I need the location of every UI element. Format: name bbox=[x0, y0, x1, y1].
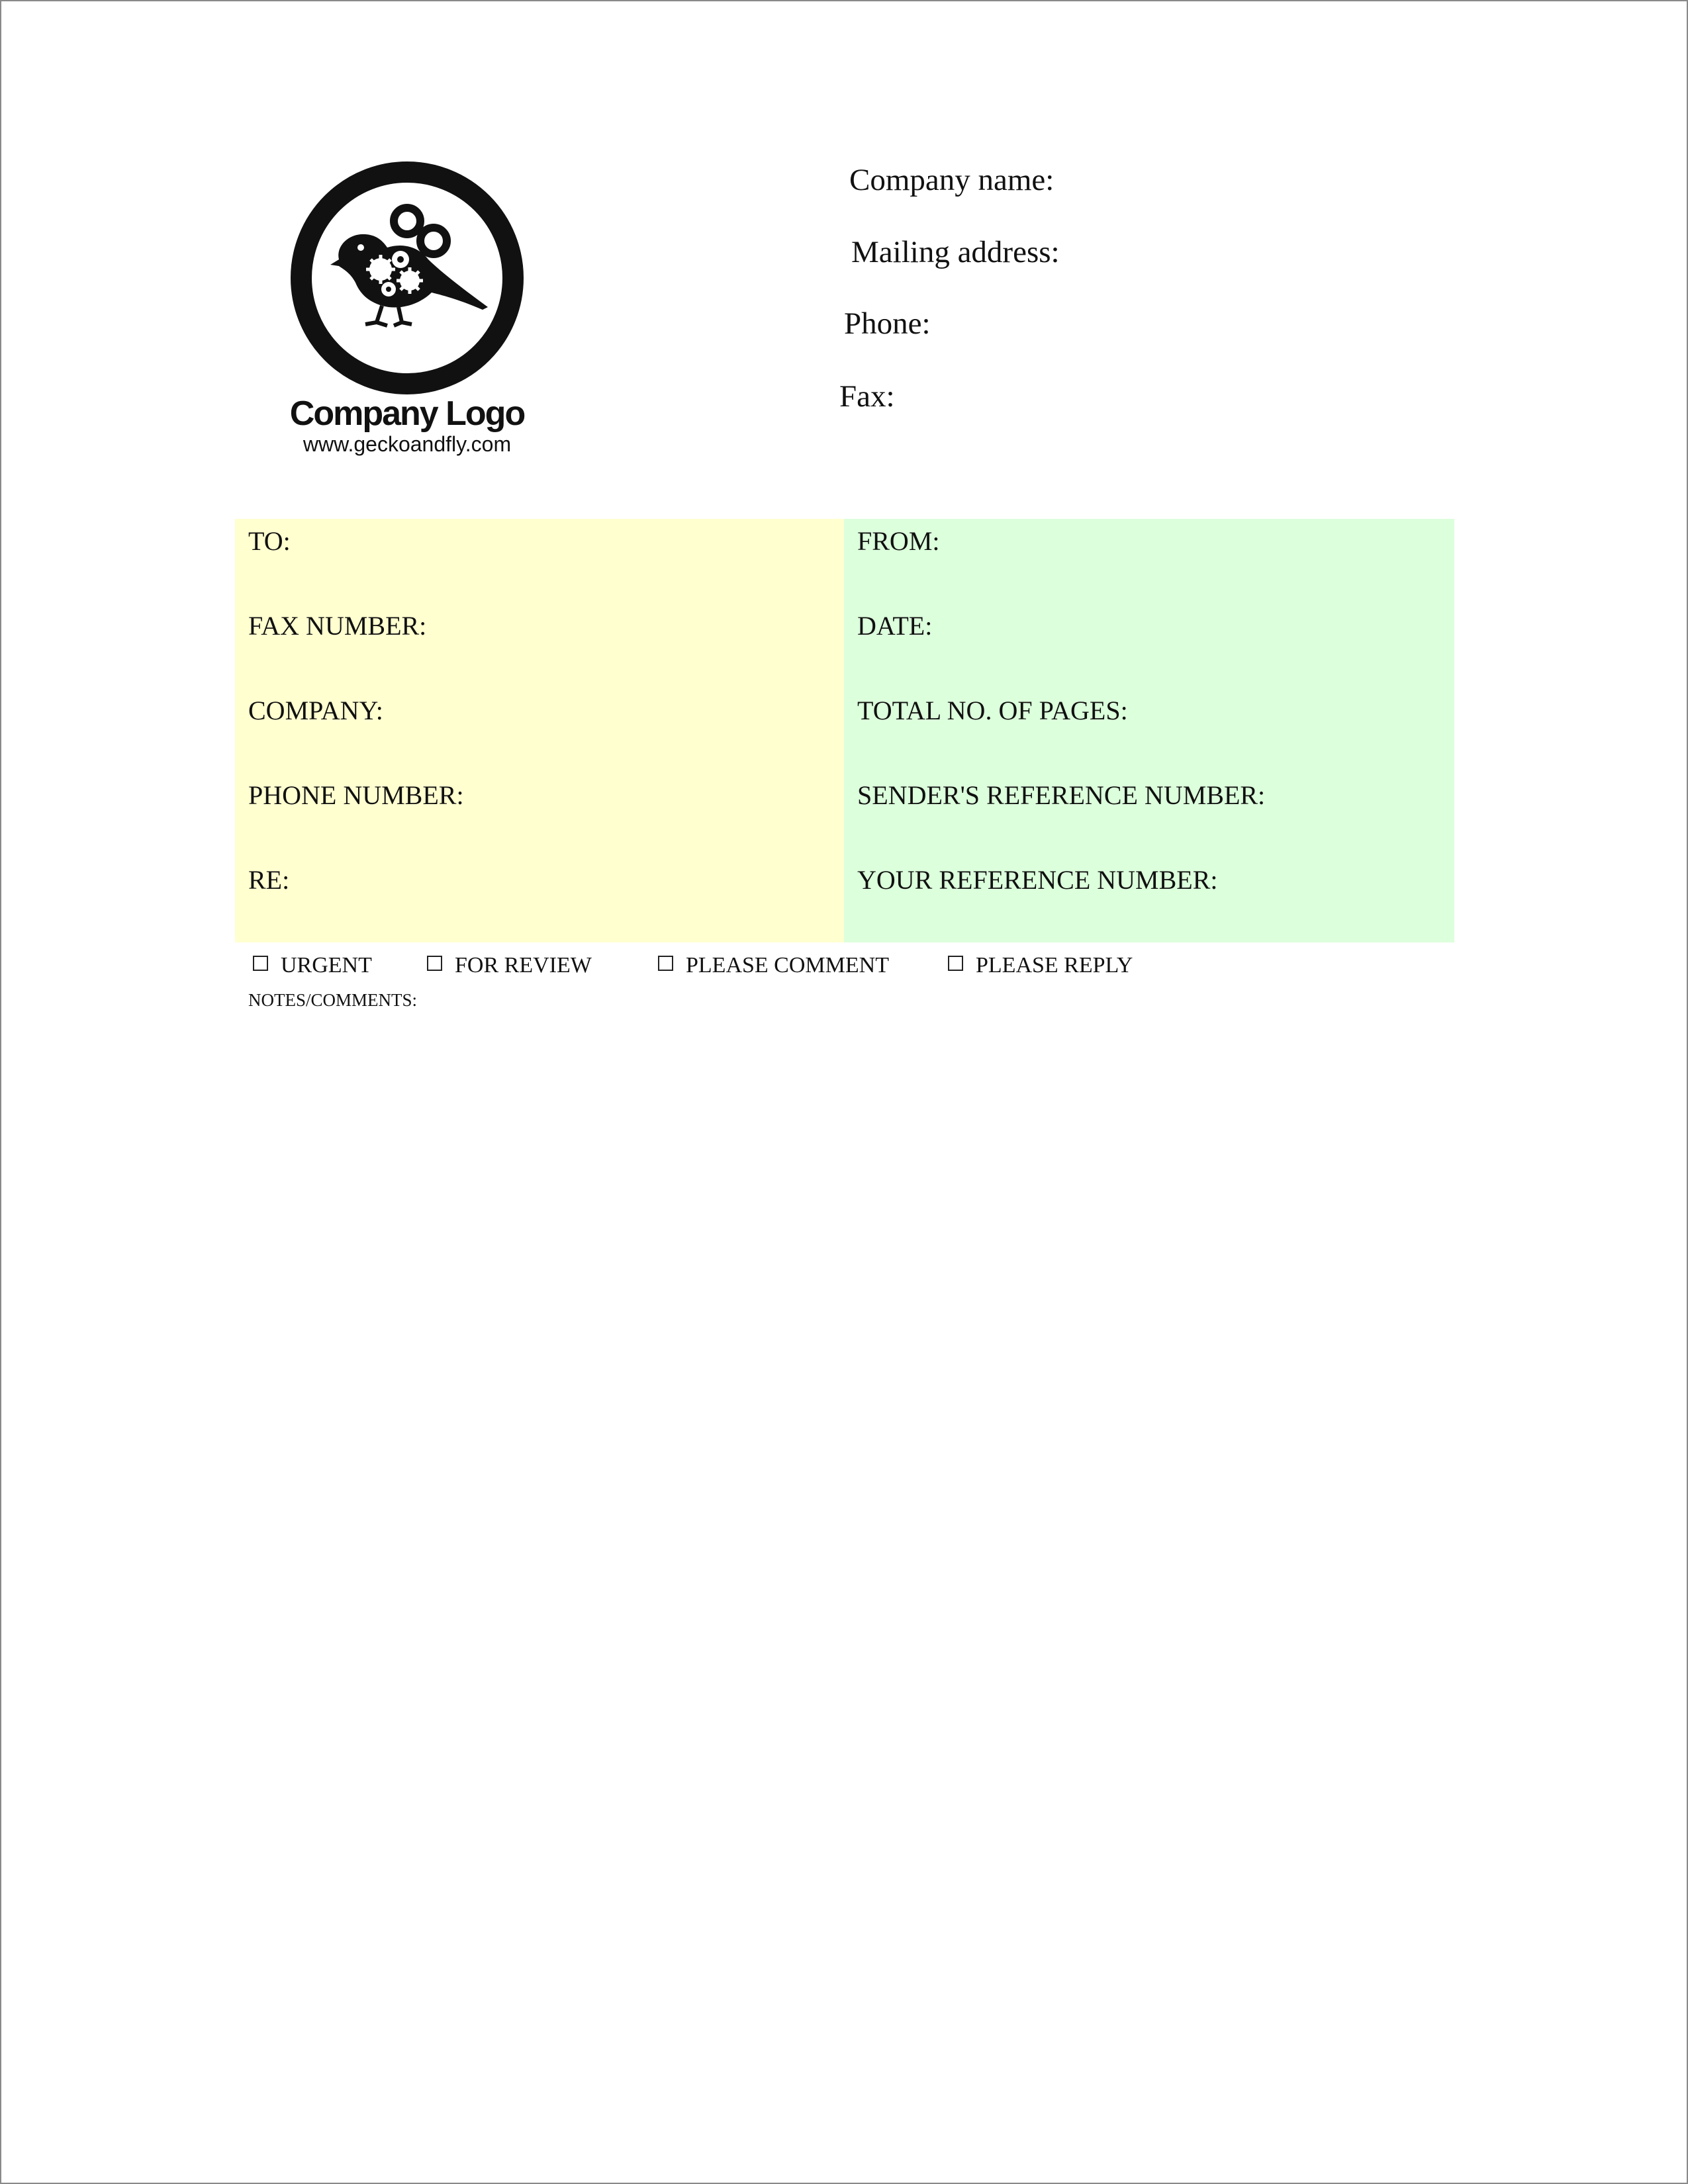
recipient-panel bbox=[235, 519, 844, 942]
logo-url: www.geckoandfly.com bbox=[303, 432, 512, 456]
checkbox-square[interactable] bbox=[253, 956, 268, 971]
fax-number-label: FAX NUMBER: bbox=[248, 611, 427, 641]
company-name-label: Company name: bbox=[849, 163, 1055, 197]
date-label: DATE: bbox=[857, 611, 933, 641]
fax-details-block bbox=[235, 519, 1454, 942]
mailing-address-label: Mailing address: bbox=[851, 235, 1060, 269]
checkbox-square[interactable] bbox=[427, 956, 442, 971]
total-pages-label: TOTAL NO. OF PAGES: bbox=[857, 696, 1128, 725]
logo-title: Company Logo bbox=[289, 394, 525, 433]
bird-with-gears-icon bbox=[289, 160, 525, 396]
checkbox-square[interactable] bbox=[948, 956, 963, 971]
company-logo bbox=[285, 156, 530, 467]
re-label: RE: bbox=[248, 865, 290, 895]
for-review-checkbox[interactable] bbox=[427, 953, 592, 978]
company-label: COMPANY: bbox=[248, 696, 383, 725]
from-label: FROM: bbox=[857, 526, 940, 556]
please-comment-checkbox[interactable] bbox=[658, 953, 889, 978]
sender-reference-label: SENDER'S REFERENCE NUMBER: bbox=[857, 780, 1266, 810]
checkbox-label: FOR REVIEW bbox=[455, 953, 592, 978]
urgent-checkbox[interactable] bbox=[253, 953, 372, 978]
phone-label: Phone: bbox=[844, 306, 931, 341]
notes-comments-label: NOTES/COMMENTS: bbox=[248, 990, 418, 1010]
checkbox-label: PLEASE REPLY bbox=[976, 953, 1133, 978]
your-reference-label: YOUR REFERENCE NUMBER: bbox=[857, 865, 1218, 895]
fax-label: Fax: bbox=[839, 379, 895, 414]
to-label: TO: bbox=[248, 526, 291, 556]
checkbox-label: URGENT bbox=[281, 953, 372, 978]
please-reply-checkbox[interactable] bbox=[948, 953, 1133, 978]
checkbox-label: PLEASE COMMENT bbox=[686, 953, 889, 978]
checkbox-square[interactable] bbox=[658, 956, 673, 971]
sender-panel bbox=[844, 519, 1454, 942]
phone-number-label: PHONE NUMBER: bbox=[248, 780, 464, 810]
